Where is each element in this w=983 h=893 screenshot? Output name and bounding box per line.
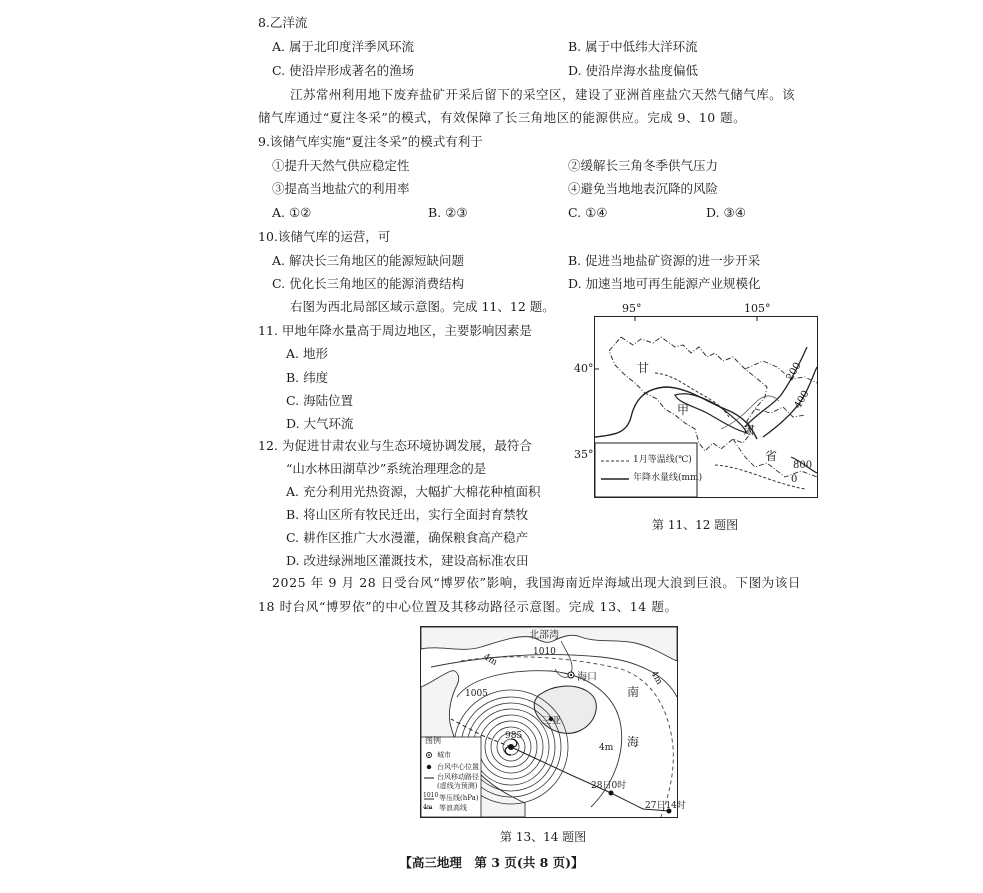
q10-option-d: D. 加速当地可再生能源产业规模化: [568, 276, 761, 291]
q10-option-b: B. 促进当地盐矿资源的进一步开采: [568, 253, 761, 268]
legend-precip-text: 年降水量线(mm): [633, 473, 703, 483]
legend-path: 台风移动路径: [437, 773, 479, 781]
q8-option-c: C. 使沿岸形成著名的渔场: [272, 63, 415, 78]
q9-statement-4: ④避免当地地表沉降的风险: [568, 181, 719, 196]
typhoon-map: [420, 626, 686, 818]
q11-option-c: C. 海陆位置: [286, 393, 354, 408]
map1-lat-35: 35°: [574, 448, 594, 461]
q9-statement-1: ①提升天然气供应稳定性: [272, 158, 410, 173]
label-haikou: 海口: [577, 672, 597, 683]
northwest-region-map: [594, 316, 818, 498]
page-footer: 【高三地理 第 3 页(共 8 页)】: [399, 855, 584, 870]
label-su: 肃: [743, 423, 756, 437]
label-nan: 南: [627, 685, 640, 699]
q11-option-a: A. 地形: [286, 346, 328, 361]
q12-option-a: A. 充分利用光热资源，大幅扩大棉花种植面积: [286, 484, 541, 499]
map1-caption: 第 11、12 题图: [652, 518, 739, 532]
isobar-1005-label: 1005: [465, 689, 488, 699]
q9-option-a: A. ①②: [272, 205, 312, 220]
q12-option-c: C. 耕作区推广大水漫灌，确保粮食高产稳产: [286, 530, 529, 545]
q9-stem: 9.该储气库实施“夏注冬采”的模式有利于: [258, 134, 483, 149]
legend-path-note: (虚线为预测): [437, 782, 478, 790]
label-hai: 海: [627, 735, 640, 749]
map1-lon-95: 95°: [622, 302, 642, 315]
legend-wave: 等浪高线: [439, 804, 467, 812]
legend-isobar: 等压线(hPa): [439, 794, 479, 802]
q9-option-b: B. ②③: [428, 205, 468, 220]
legend-isobar-sample: 1010: [423, 792, 439, 799]
isoline-200-label: 200: [784, 360, 804, 383]
map1-lat-40: 40°: [574, 362, 594, 375]
q12-stem-line2: “山水林田湖草沙”系统治理理念的是: [286, 461, 487, 476]
map2-caption: 第 13、14 题图: [500, 830, 587, 844]
wave-label-4m-1: 4m: [481, 652, 499, 668]
q12-option-d: D. 改进绿洲地区灌溉技术，建设高标准农田: [286, 553, 529, 568]
q8-option-a: A. 属于北印度洋季风环流: [272, 39, 414, 54]
q8-stem: 8.乙洋流: [258, 15, 308, 30]
wave-label-4m-2: 4m: [648, 669, 665, 687]
city-icon: [568, 672, 574, 678]
q11-stem: 11. 甲地年降水量高于周边地区，主要影响因素是: [258, 323, 532, 338]
q8-option-d: D. 使沿岸海水盐度偏低: [568, 63, 699, 78]
legend-center: 台风中心位置: [437, 763, 479, 771]
q11-option-b: B. 纬度: [286, 370, 329, 385]
q9-option-c: C. ①④: [568, 205, 608, 220]
isotherm-0-label: 0: [791, 474, 798, 485]
label-beibu-gulf: 北部湾: [529, 630, 559, 641]
q11-option-d: D. 大气环流: [286, 416, 354, 431]
legend-isotherm-text: 1月等温线(℃): [633, 455, 692, 465]
label-sheng: 省: [765, 449, 778, 463]
intro-9-10-line1: 江苏常州利用地下废弃盐矿开采后留下的采空区，建设了亚洲首座盐穴天然气储气库。该: [290, 87, 796, 102]
q9-statement-3: ③提高当地盐穴的利用率: [272, 181, 410, 196]
isoline-800-label: 800: [793, 460, 813, 471]
isobar-1010-label: 1010: [533, 647, 556, 657]
label-sanya: 三亚: [541, 716, 561, 727]
track-time-28d00h: 28日0时: [591, 781, 627, 791]
legend-title: 图例: [425, 736, 441, 745]
label-jia: 甲: [677, 403, 690, 417]
map1-lon-105: 105°: [744, 302, 771, 315]
q9-statement-2: ②缓解长三角冬季供气压力: [568, 158, 719, 173]
intro-13-14-line1: 2025 年 9 月 28 日受台风“博罗依”影响，我国海南近岸海域出现大浪到巨浪。下图为该日: [272, 575, 802, 590]
intro-11-12: 右图为西北局部区域示意图。完成 11、12 题。: [290, 299, 555, 314]
northwest-map-svg: [595, 317, 817, 497]
q10-option-a: A. 解决长三角地区的能源短缺问题: [272, 253, 464, 268]
label-gan: 甘: [637, 361, 650, 375]
intro-9-10-line2: 储气库通过“夏注冬采”的模式，有效保障了长三角地区的能源供应。完成 9、10 题。: [258, 110, 747, 125]
isobar-985-label: 985: [505, 731, 523, 741]
intro-13-14-line2: 18 时台风“博罗依”的中心位置及其移动路径示意图。完成 13、14 题。: [258, 599, 678, 614]
q10-option-c: C. 优化长三角地区的能源消费结构: [272, 276, 465, 291]
map1-legend-box: [595, 443, 697, 497]
track-time-27d14h: 27日14时: [645, 801, 686, 811]
legend-city: 城市: [437, 751, 451, 759]
q9-option-d: D. ③④: [706, 205, 746, 220]
isoline-400-label: 400: [792, 388, 812, 411]
q12-stem-line1: 12. 为促进甘肃农业与生态环境协调发展，最符合: [258, 438, 532, 453]
q10-stem: 10.该储气库的运营，可: [258, 229, 391, 244]
q8-option-b: B. 属于中低纬大洋环流: [568, 39, 698, 54]
legend-wave-sample: 4m: [423, 804, 433, 811]
q12-option-b: B. 将山区所有牧民迁出，实行全面封育禁牧: [286, 507, 529, 522]
wave-label-4m-3: 4m: [599, 743, 614, 753]
